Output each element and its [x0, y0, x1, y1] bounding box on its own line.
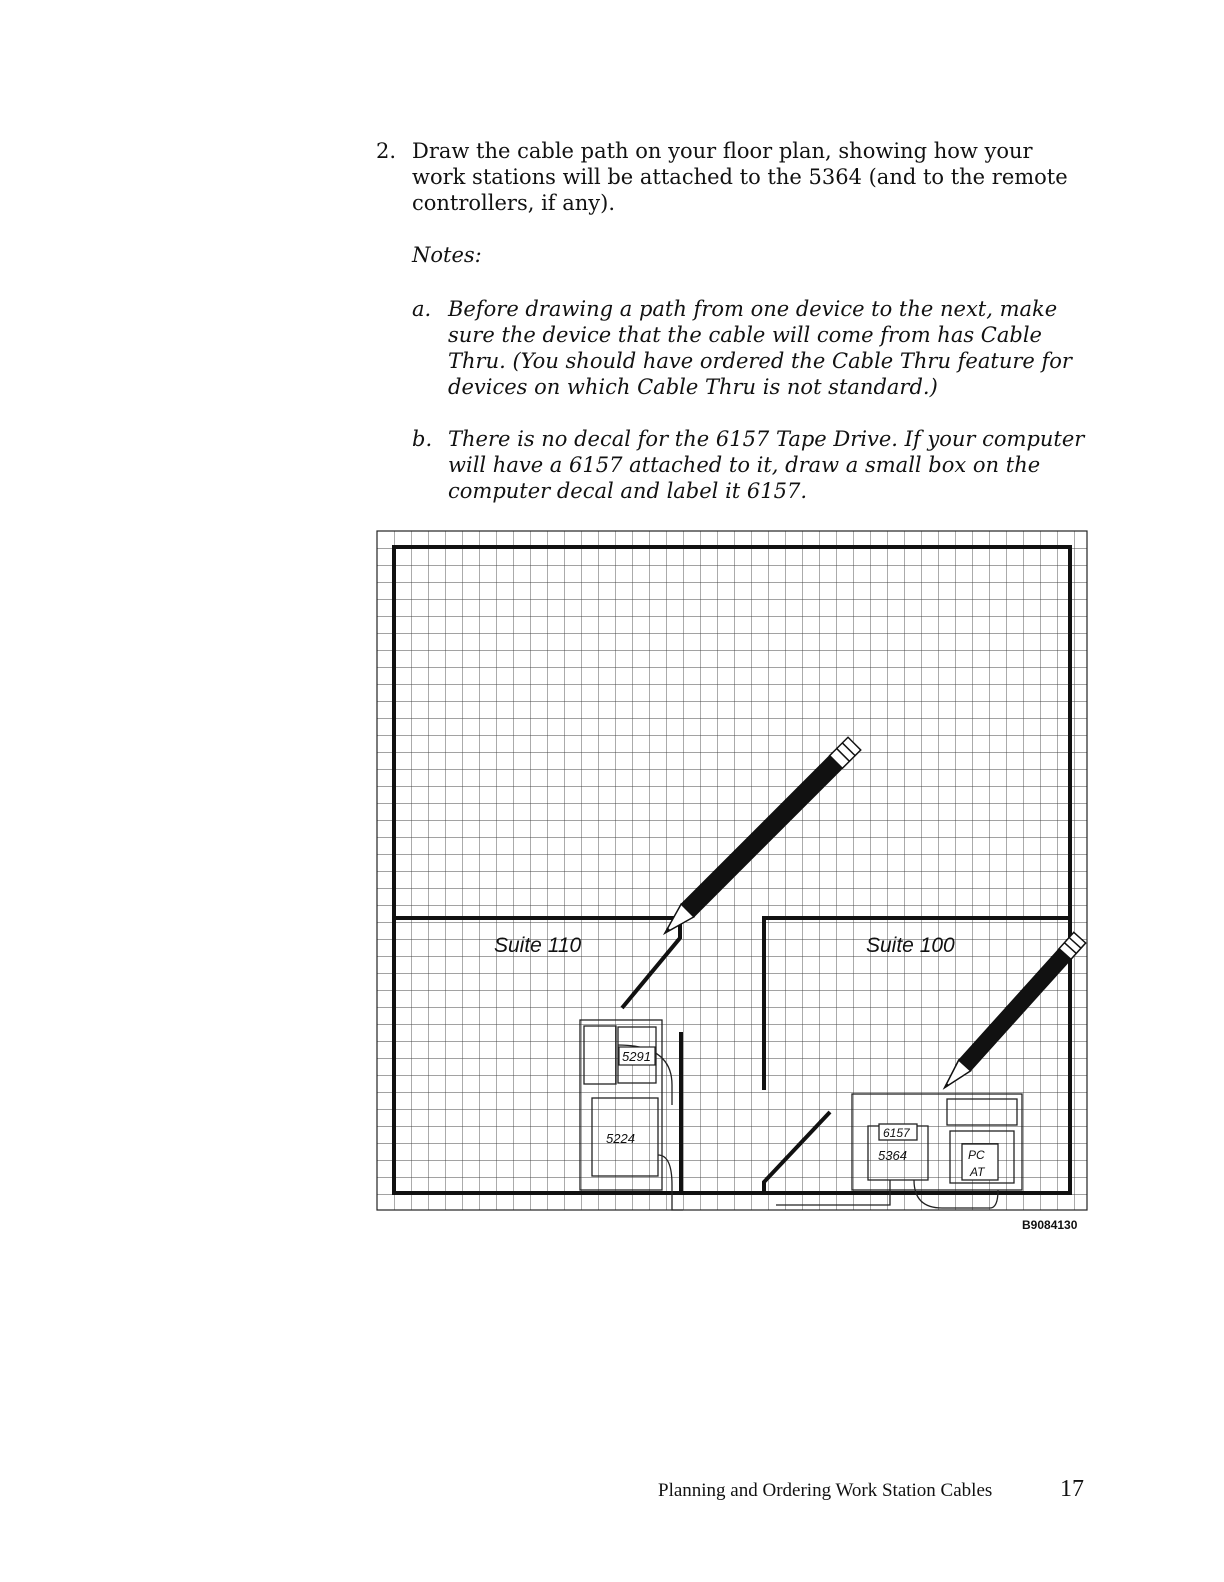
note-letter: a.: [412, 297, 432, 321]
note-text: There is no decal for the 6157 Tape Drive. If your computer will have a 6157 attached to it, draw a small box on the computer decal and label it 6157.: [448, 427, 1085, 503]
floor-plan-figure: [376, 530, 1088, 1211]
step-text: Draw the cable path on your floor plan, showing how your work stations will be attached to the 5364 (and to the remote controllers, if any).: [412, 139, 1068, 215]
decal-5291-label: 5291: [622, 1049, 651, 1064]
suite-100-label: Suite 100: [866, 934, 955, 957]
suite-110-label: Suite 110: [494, 934, 582, 957]
footer-title: Planning and Ordering Work Station Cables: [658, 1480, 993, 1501]
note-text: Before drawing a path from one device to the next, make sure the device that the cable will come from has Cable Thru. (You should have ordered the Cable Thru feature for devices on which Cable Thru is not standard.): [448, 297, 1072, 399]
decal-6157-label: 6157: [883, 1126, 910, 1140]
step-number: 2.: [376, 139, 397, 163]
decal-at-label: AT: [970, 1165, 985, 1179]
notes-heading: Notes:: [412, 243, 482, 267]
page-number: 17: [1060, 1476, 1084, 1502]
decal-5224-label: 5224: [606, 1131, 635, 1146]
figure-id: B9084130: [1022, 1218, 1078, 1232]
decal-5364-label: 5364: [878, 1148, 907, 1163]
note-letter: b.: [412, 427, 433, 451]
floor-plan-svg: [376, 530, 1088, 1211]
decal-pc-label: PC: [968, 1148, 985, 1162]
